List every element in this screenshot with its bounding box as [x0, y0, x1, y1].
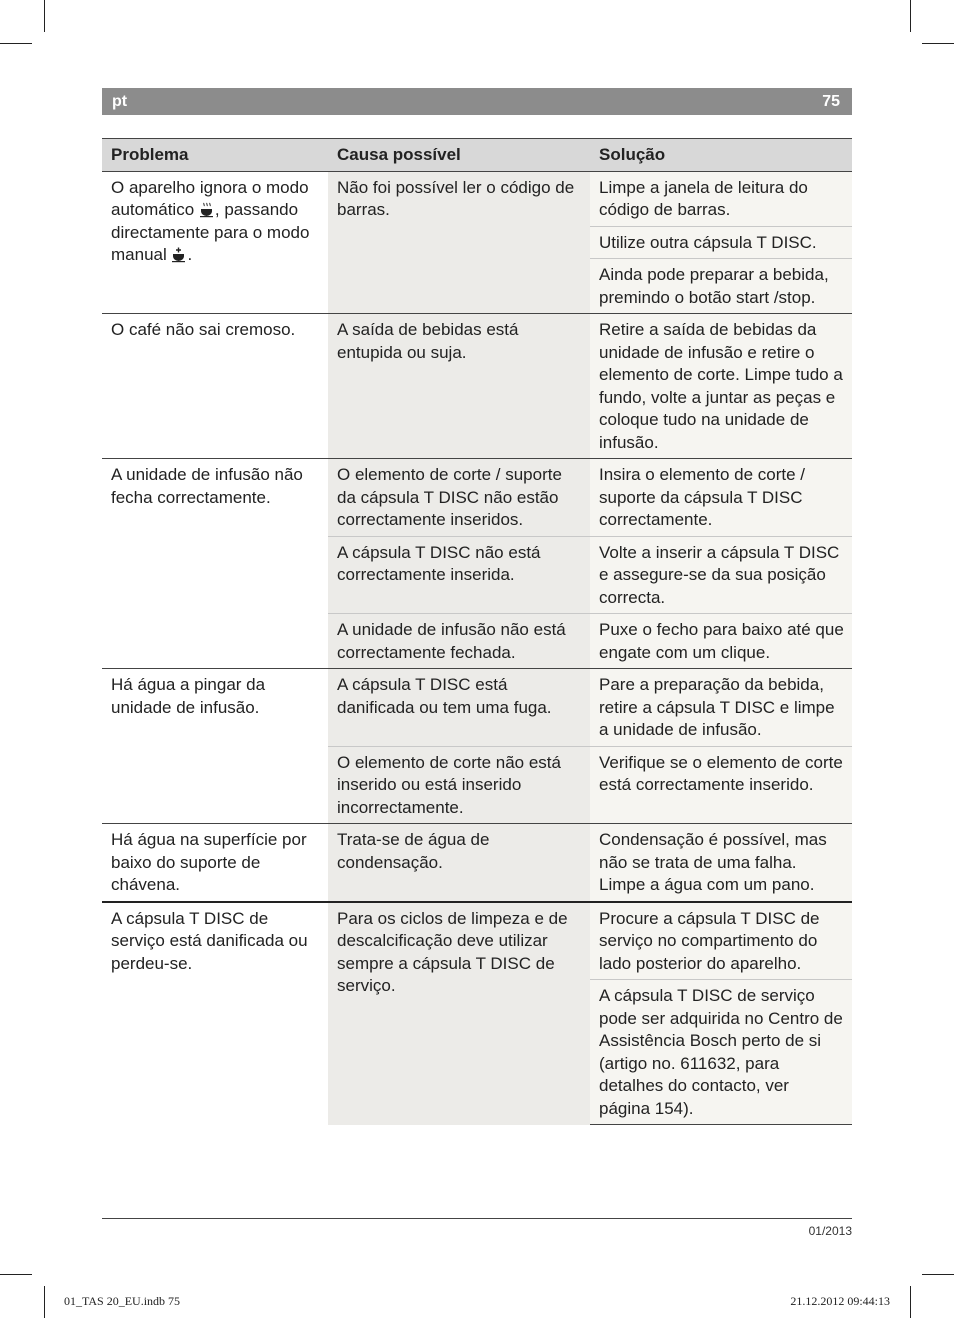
crop-mark — [910, 0, 911, 32]
column-header-solution: Solução — [590, 139, 852, 172]
solution-cell: Puxe o fecho para baixo até que engate com um clique. — [590, 614, 852, 669]
column-header-problem: Problema — [102, 139, 328, 172]
solution-cell: Retire a saída de bebidas da unidade de infusão e retire o elemento de corte. Limpe tudo a fundo, volte a juntar as peças e coloque tudo na unidade de infusão. — [590, 314, 852, 459]
print-slug-timestamp: 21.12.2012 09:44:13 — [790, 1294, 890, 1308]
print-slug-file: 01_TAS 20_EU.indb 75 — [64, 1294, 181, 1308]
problem-cell: O café não sai cremoso. — [102, 314, 328, 459]
page-header — [102, 88, 852, 115]
problem-cell: Há água na superfície por baixo do suporte de chávena. — [102, 824, 328, 902]
cause-cell: Não foi possível ler o código de barras. — [328, 171, 590, 314]
problem-cell: O aparelho ignora o modo automático , passando directamente para o modo manual . — [102, 171, 328, 314]
solution-cell: Utilize outra cápsula T DISC. — [590, 226, 852, 259]
crop-mark — [922, 43, 954, 44]
cause-cell: A cápsula T DISC está danificada ou tem uma fuga. — [328, 669, 590, 747]
footer-divider — [102, 1218, 852, 1219]
solution-cell: A cápsula T DISC de serviço pode ser adquirida no Centro de Assistência Bosch perto de si (artigo no. 611632, para detalhes do contacto, ver página 154). — [590, 980, 852, 1125]
crop-mark — [0, 43, 32, 44]
solution-cell: Volte a inserir a cápsula T DISC e assegure-se da sua posição correcta. — [590, 536, 852, 614]
cause-cell: Trata-se de água de condensação. — [328, 824, 590, 902]
solution-cell: Limpe a janela de leitura do código de barras. — [590, 171, 852, 226]
problem-cell: A unidade de infusão não fecha correctamente. — [102, 459, 328, 669]
table-row — [102, 314, 852, 459]
cause-cell: A unidade de infusão não está correctamente fechada. — [328, 614, 590, 669]
column-header-cause: Causa possível — [328, 139, 590, 172]
troubleshooting-table — [102, 138, 852, 1125]
crop-mark — [910, 1286, 911, 1318]
solution-cell: Insira o elemento de corte / suporte da cápsula T DISC correctamente. — [590, 459, 852, 537]
table-header-row — [102, 139, 852, 172]
problem-cell: Há água a pingar da unidade de infusão. — [102, 669, 328, 824]
solution-cell: Procure a cápsula T DISC de serviço no compartimento do lado posterior do aparelho. — [590, 902, 852, 980]
footer-date: 01/2013 — [808, 1224, 852, 1238]
problem-cell: A cápsula T DISC de serviço está danificada ou perdeu-se. — [102, 902, 328, 1125]
solution-cell: Ainda pode preparar a bebida, premindo o botão start /stop. — [590, 259, 852, 314]
cause-cell: O elemento de corte / suporte da cápsula T DISC não estão correctamente inseridos. — [328, 459, 590, 537]
solution-cell: Condensação é possível, mas não se trata de uma falha. Limpe a água com um pano. — [590, 824, 852, 902]
coffee-cup-plus-icon — [171, 247, 187, 263]
page-number: 75 — [822, 93, 840, 110]
table-row — [102, 459, 852, 537]
solution-cell: Pare a preparação da bebida, retire a cápsula T DISC e limpe a unidade de infusão. — [590, 669, 852, 747]
crop-mark — [922, 1274, 954, 1275]
crop-mark — [44, 1286, 45, 1318]
cause-cell: A cápsula T DISC não está correctamente inserida. — [328, 536, 590, 614]
table-row — [102, 171, 852, 226]
cause-cell: O elemento de corte não está inserido ou está inserido incorrectamente. — [328, 746, 590, 824]
table-row — [102, 669, 852, 747]
table-row — [102, 824, 852, 902]
table-row — [102, 902, 852, 980]
crop-mark — [0, 1274, 32, 1275]
language-code: pt — [112, 93, 128, 110]
cause-cell: Para os ciclos de limpeza e de descalcificação deve utilizar sempre a cápsula T DISC de serviço. — [328, 902, 590, 1125]
cause-cell: A saída de bebidas está entupida ou suja. — [328, 314, 590, 459]
coffee-cup-steam-icon — [199, 202, 215, 218]
solution-cell: Verifique se o elemento de corte está correctamente inserido. — [590, 746, 852, 824]
crop-mark — [44, 0, 45, 32]
